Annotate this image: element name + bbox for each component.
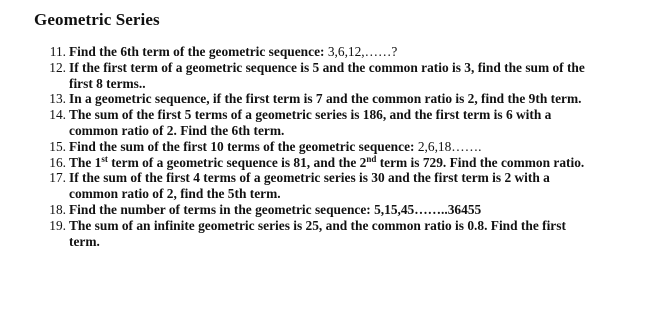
question-item: [36, 170, 596, 202]
question-text: Find the sum of the first 10 terms of the geometric sequence:: [69, 138, 418, 154]
question-sequence: 2,6,18…….: [417, 138, 482, 154]
question-number: 14.: [49, 107, 66, 123]
question-text-part: The 1: [69, 154, 102, 170]
question-item: [36, 155, 596, 171]
page-title: Geometric Series: [34, 10, 160, 29]
question-list: [36, 44, 596, 249]
question-text: If the first term of a geometric sequence is 5 and the common ratio is 3, find the sum of the first 8 terms..: [69, 59, 585, 91]
question-text-part: term of a geometric sequence is 81, and the 2: [107, 154, 367, 170]
question-text-part: term is 729. Find the common ratio.: [376, 154, 585, 170]
question-text: [69, 155, 584, 170]
question-item: [36, 139, 596, 155]
question-number: 17.: [49, 170, 66, 186]
question-item: [36, 60, 596, 92]
question-number: 19.: [49, 217, 66, 233]
question-text: If the sum of the first 4 terms of a geometric series is 30 and the first term is 2 with a common ratio of 2, find the 5th term.: [69, 170, 550, 202]
question-text: The sum of the first 5 terms of a geometric series is 186, and the first term is 6 with a common ratio of 2. Find the 6th term.: [69, 107, 552, 138]
question-number: 11.: [49, 44, 66, 59]
question-item: [36, 107, 596, 139]
question-sequence: 3,6,12,……?: [327, 44, 398, 59]
question-number: 16.: [49, 154, 66, 170]
question-item: [36, 202, 596, 218]
ordinal-suffix: nd: [366, 153, 377, 164]
question-item: [36, 44, 596, 60]
ordinal-suffix: st: [101, 153, 108, 164]
question-text: The sum of an infinite geometric series is 25, and the common ratio is 0.8. Find the first term.: [69, 217, 566, 249]
question-item: [36, 218, 596, 250]
question-number: 13.: [49, 91, 66, 107]
question-number: 12.: [49, 59, 66, 75]
question-text: Find the number of terms in the geometric sequence: 5,15,45……..36455: [69, 201, 482, 217]
question-item: [36, 91, 596, 107]
question-number: 18.: [49, 201, 66, 217]
question-text: In a geometric sequence, if the first term is 7 and the common ratio is 2, find the 9th term.: [69, 91, 582, 107]
question-number: 15.: [49, 138, 66, 154]
question-text: Find the 6th term of the geometric sequence:: [69, 44, 328, 59]
